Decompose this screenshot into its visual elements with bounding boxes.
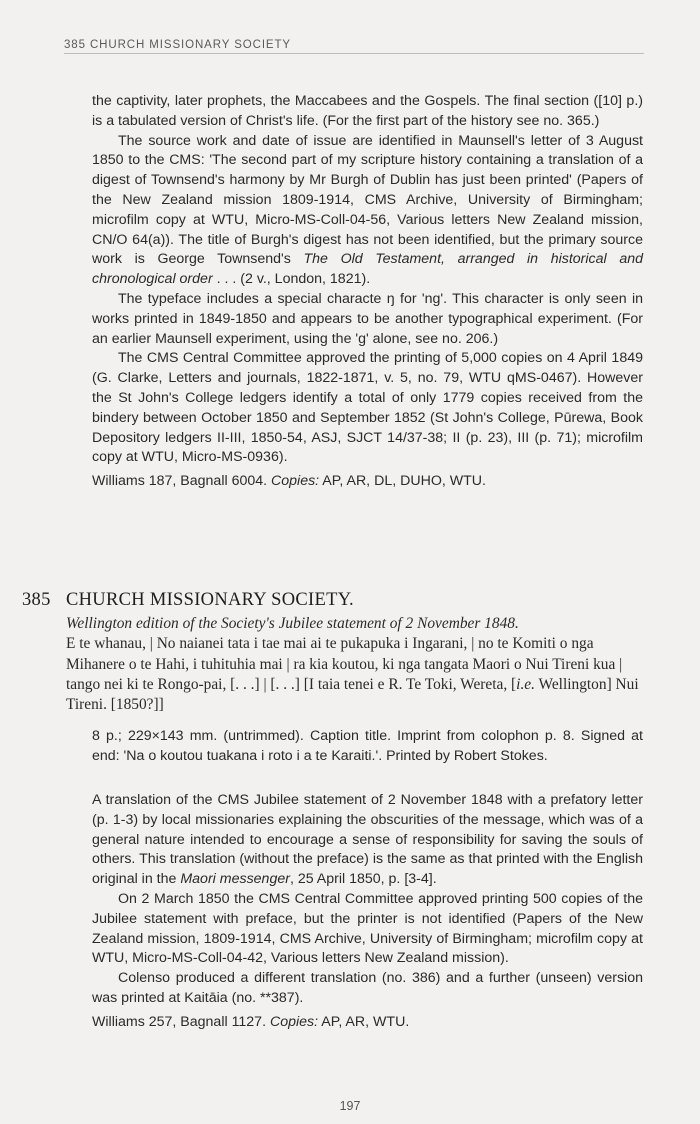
paragraph [92, 132, 643, 290]
text-run: AP, AR, WTU. [318, 1013, 410, 1030]
text-run: , 25 April 1850, p. [3-4]. [289, 871, 437, 888]
periodical-title: Maori messenger [180, 871, 290, 888]
entry-heading [22, 590, 652, 611]
paragraph: The CMS Central Committee approved the printing of 5,000 copies on 4 April 1849 (G. Clarke, Letters and journals, 1822-1871, v. 5, no. 79, WTU qMS-0467). However the St John's College ledgers identify a total of only 1779 copies received from the bindery between October 1850 and September 1852 (St John's College, Pūrewa, Book Depository ledgers II-III, 1850-54, ASJ, SJCT 14/37-38; II (p. 23), III (p. 71); microfilm copy at WTU, Micro-MS-0936). [92, 350, 643, 466]
text-run: Williams 187, Bagnall 6004. [92, 473, 272, 490]
copies-label: Copies: [269, 1013, 319, 1030]
physical-description [92, 727, 643, 767]
transcribed-title [66, 634, 644, 715]
paragraph [92, 791, 643, 890]
text-run: The source work and date of issue are identified in Maunsell's letter of 3 August 1850 to the CMS: 'The second part of my scripture history containing a translation of a digest of Townsend's harmony by Mr Burgh of Dublin has just been printed' (Papers of the New Zealand mission 1809-1914, CMS Archive, University of Birmingham; microfilm copy at WTU, Micro-MS-Coll-04-56, Various letters New Zealand mission, CN/O 64(a)). The title of Burgh's digest has not been identified, but the primary source work is George Townsend's [92, 132, 643, 268]
running-head: 385 CHURCH MISSIONARY SOCIETY [64, 39, 644, 54]
copies-label: Copies: [271, 473, 320, 490]
paragraph: 8 p.; 229×143 mm. (untrimmed). Caption title. Imprint from colophon p. 8. Signed at end: 'Na o koutou tuakana i roto i a te Karaiti.'. Printed by Robert Stokes. [92, 728, 643, 764]
entry-number: 385 [22, 590, 51, 610]
text-run: Wellington] Nui Tireni. [1850?]] [66, 675, 639, 714]
paragraph: Colenso produced a different translation (no. 386) and a further (unseen) version was printed at Kaitāia (no. **387). [92, 970, 643, 1006]
entry-description [66, 614, 644, 715]
page-number: 197 [339, 1099, 361, 1113]
entry-title: CHURCH MISSIONARY SOCIETY. [66, 590, 354, 610]
entry-notes [92, 791, 643, 1033]
text-run: A translation of the CMS Jubilee statement of 2 November 1848 with a prefatory letter (p. 1-3) by local missionaries explaining the obscurities of the message, which was of a general nature intended to encourage a sense of responsibility for saving the souls of others. This translation (without the preface) is the same as that printed with the English original in the [92, 792, 643, 888]
text-run: Williams 257, Bagnall 1127. [92, 1013, 270, 1030]
text-run: E te whanau, | No naianei tata i tae mai ai te pukapuka i Ingarani, | no te Komiti o nga Mihanere o te Hahi, i tuhituhia mai | ra kia koutou, ki nga tangata Maori o Nui Tireni kua | tango nei ki te Rongo-pai, [. . .] | [. . .] [I taia tenei e R. Te Toki, Wereta, [ [66, 635, 623, 693]
paragraph: On 2 March 1850 the CMS Central Committee approved printing 500 copies of the Jubilee statement with preface, but the printer is not identified (Papers of the New Zealand mission, 1809-1914, CMS Archive, University of Birmingham; microfilm copy at WTU, Micro-MS-Coll-04-42, Various letters New Zealand mission). [92, 890, 643, 967]
book-title: The Old Testament, arranged in historical and chronological order [92, 251, 643, 288]
text-run: AP, AR, DL, DUHO, WTU. [319, 473, 486, 490]
reference-line [92, 1013, 643, 1033]
paragraph: the captivity, later prophets, the Maccabees and the Gospels. The final section ([10] p.) is a tabulated version of Christ's life. (For the first part of the history see no. 365.) [92, 93, 643, 129]
paragraph: The typeface includes a special characte ŋ for 'ng'. This character is only seen in works printed in 1849-1850 and appears to be another typographical experiment. (For an earlier Maunsell experiment, using the 'g' alone, see no. 206.) [92, 290, 643, 347]
reference-line [92, 472, 643, 492]
ie-abbrev: i.e. [516, 675, 535, 693]
text-run: . . . (2 v., London, 1821). [212, 271, 371, 288]
continuation-section [92, 92, 643, 492]
entry-subtitle: Wellington edition of the Society's Jubilee statement of 2 November 1848. [66, 615, 519, 632]
